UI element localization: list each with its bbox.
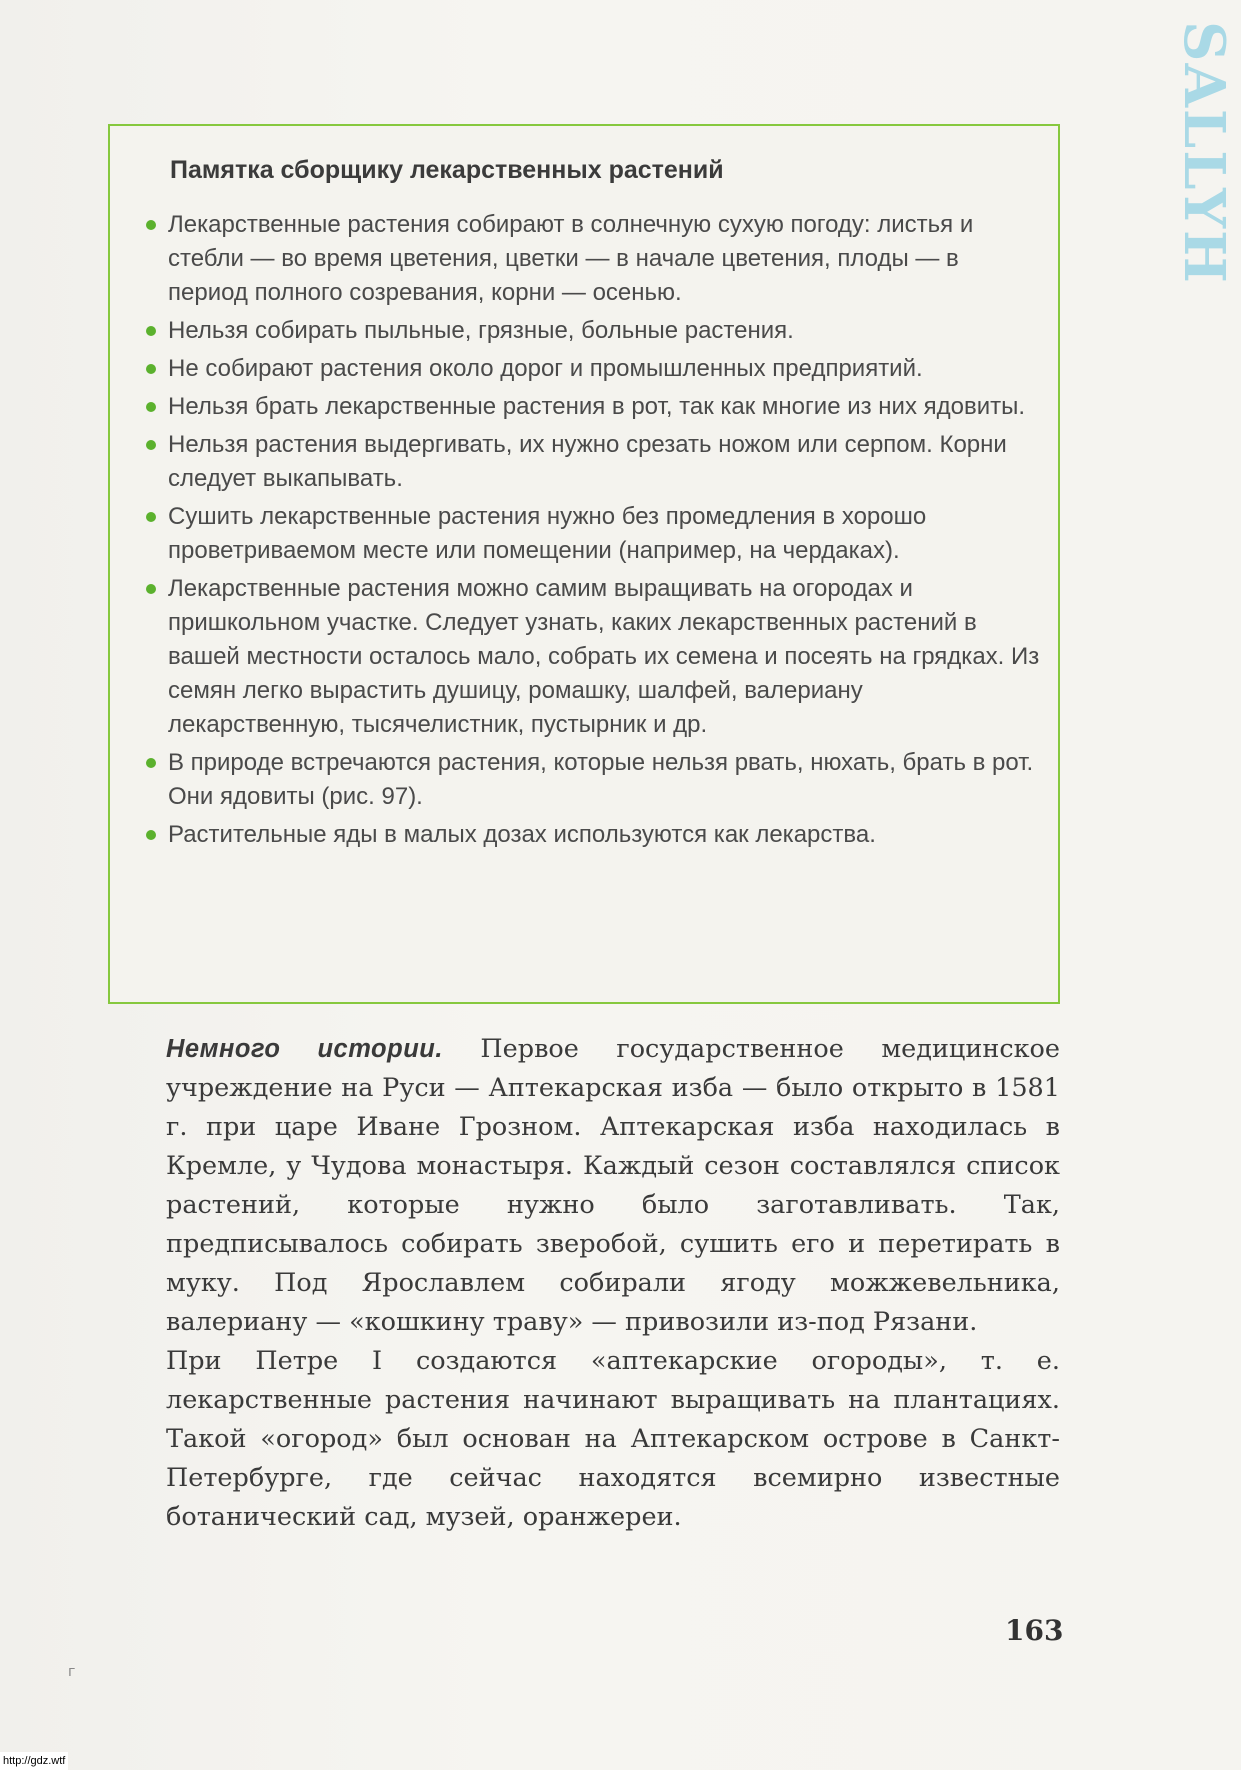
memo-item: [140, 572, 1040, 742]
side-tab-label: SALLYH: [1171, 21, 1237, 285]
bullet-icon: [146, 440, 156, 450]
margin-mark: г: [68, 1664, 76, 1680]
bullet-icon: [146, 512, 156, 522]
memo-item-text: Лекарственные растения собирают в солнечную сухую погоду: листья и стебли — во время цветения, цветки — в начале цветения, плоды — в период полного созревания, корни — осенью.: [168, 211, 974, 306]
bullet-icon: [146, 220, 156, 230]
memo-item: [140, 818, 1040, 852]
bullet-icon: [146, 402, 156, 412]
memo-item: [140, 352, 1040, 386]
memo-item: [140, 500, 1040, 568]
side-tab: [1168, 18, 1240, 288]
memo-item-text: Нельзя собирать пыльные, грязные, больные растения.: [168, 317, 794, 344]
memo-item-text: Нельзя растения выдергивать, их нужно срезать ножом или серпом. Корни следует выкапывать.: [168, 431, 1007, 492]
bullet-icon: [146, 364, 156, 374]
bullet-icon: [146, 830, 156, 840]
history-text: Первое государственное медицинское учреждение на Руси — Аптекарская изба — было открыто в 1581 г. при царе Иване Грозном. Аптекарская изба находилась в Кремле, у Чудова монастыря. Каждый сезон составлялся список растений, которые нужно было заготавливать. Так, предписывалось собирать зверобой, сушить его и перетирать в муку. Под Ярославлем собирали ягоду можжевельника, валериану — «кошкину траву» — привозили из-под Рязани.: [166, 1034, 1060, 1337]
memo-title: Памятка сборщику лекарственных растений: [170, 156, 724, 184]
memo-item: [140, 428, 1040, 496]
history-paragraph: [166, 1030, 1060, 1342]
memo-item-text: Нельзя брать лекарственные растения в рот, так как многие из них ядовиты.: [168, 393, 1026, 420]
memo-item-text: Сушить лекарственные растения нужно без промедления в хорошо проветриваемом месте или помещении (например, на чердаках).: [168, 503, 927, 564]
memo-box: [108, 124, 1060, 1004]
history-text: При Петре I создаются «аптекарские огороды», т. е. лекарственные растения начинают выращивать на плантациях. Такой «огород» был основан на Аптекарском острове в Санкт-Петербурге, где сейчас находятся всемирно известные ботанический сад, музей, оранжереи.: [166, 1346, 1060, 1532]
memo-item: [140, 314, 1040, 348]
footer-url[interactable]: http://gdz.wtf: [0, 1752, 68, 1770]
history-section: [166, 1030, 1060, 1537]
history-paragraph: [166, 1342, 1060, 1537]
memo-list: [140, 208, 1040, 856]
memo-item: [140, 208, 1040, 310]
bullet-icon: [146, 584, 156, 594]
memo-item-text: В природе встречаются растения, которые нельзя рвать, нюхать, брать в рот. Они ядовиты (рис. 97).: [168, 749, 1034, 810]
memo-item: [140, 746, 1040, 814]
memo-item-text: Растительные яды в малых дозах используются как лекарства.: [168, 821, 876, 848]
page-number: 163: [1005, 1614, 1064, 1647]
memo-item-text: Лекарственные растения можно самим выращивать на огородах и пришкольном участке. Следует узнать, каких лекарственных растений в вашей местности осталось мало, собрать их семена и посеять на грядках. Из семян легко вырастить душицу, ромашку, шалфей, валериану лекарственную, тысячелистник, пустырник и др.: [168, 575, 1040, 738]
memo-item: [140, 390, 1040, 424]
history-lead: Немного истории.: [166, 1035, 443, 1063]
memo-item-text: Не собирают растения около дорог и промышленных предприятий.: [168, 355, 923, 382]
bullet-icon: [146, 326, 156, 336]
bullet-icon: [146, 758, 156, 768]
